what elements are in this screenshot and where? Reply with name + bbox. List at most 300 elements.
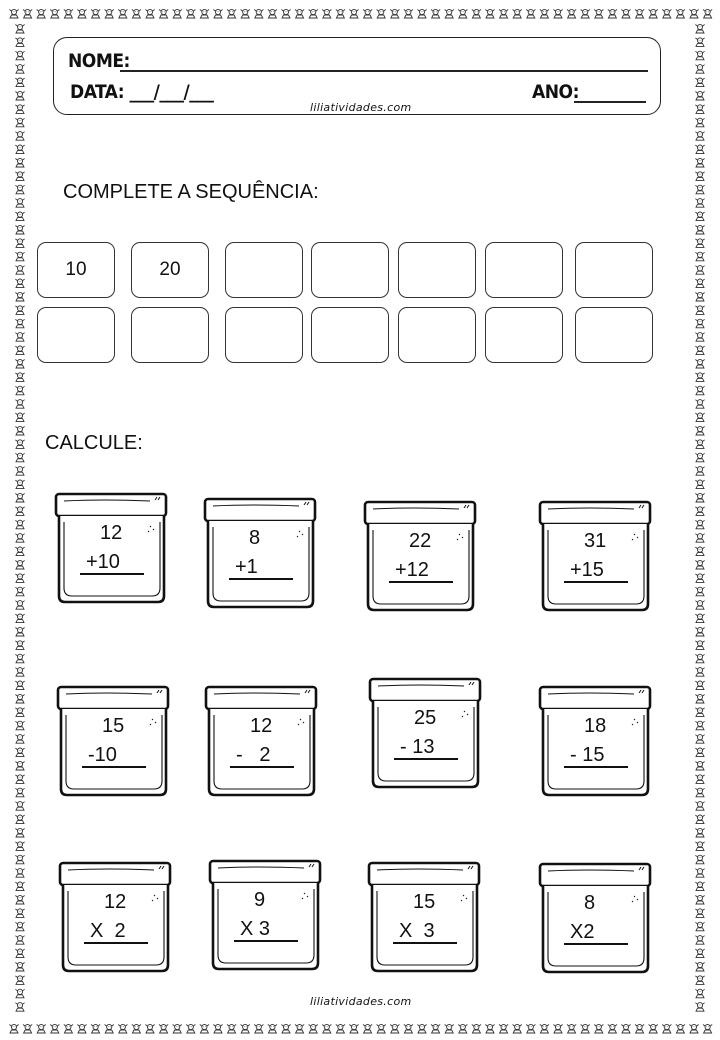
- girl-doodle-icon: [15, 547, 24, 556]
- answer-line[interactable]: [80, 573, 144, 575]
- girl-doodle-icon: [567, 9, 576, 18]
- girl-doodle-icon: [695, 1003, 704, 1012]
- girl-doodle-icon: [15, 721, 24, 730]
- girl-doodle-icon: [15, 91, 24, 100]
- girl-doodle-icon: [695, 91, 704, 100]
- year-field[interactable]: [574, 101, 646, 103]
- girl-doodle-icon: [15, 761, 24, 770]
- girl-doodle-icon: [695, 815, 704, 824]
- sequence-box[interactable]: [131, 307, 209, 363]
- girl-doodle-icon: [377, 1024, 386, 1033]
- answer-line[interactable]: [394, 758, 458, 760]
- girl-doodle-icon: [695, 520, 704, 529]
- girl-doodle-icon: [404, 9, 413, 18]
- jar-problem: [54, 492, 170, 608]
- girl-doodle-icon: [676, 9, 685, 18]
- girl-doodle-icon: [15, 413, 24, 422]
- girl-doodle-icon: [15, 65, 24, 74]
- girl-doodle-icon: [15, 78, 24, 87]
- jar-number-top: 12: [250, 715, 273, 737]
- girl-doodle-icon: [15, 627, 24, 636]
- jar-icon: [56, 685, 172, 801]
- girl-doodle-icon: [227, 9, 236, 18]
- girl-doodle-icon: [695, 359, 704, 368]
- jar-operation: -10: [88, 744, 117, 766]
- girl-doodle-icon: [15, 560, 24, 569]
- girl-doodle-icon: [15, 132, 24, 141]
- girl-doodle-icon: [377, 9, 386, 18]
- sequence-box[interactable]: [311, 307, 389, 363]
- girl-doodle-icon: [295, 1024, 304, 1033]
- girl-doodle-icon: [15, 199, 24, 208]
- girl-doodle-icon: [336, 1024, 345, 1033]
- girl-doodle-icon: [23, 9, 32, 18]
- girl-doodle-icon: [64, 9, 73, 18]
- girl-doodle-icon: [15, 681, 24, 690]
- jar-problem: [56, 685, 172, 801]
- girl-doodle-icon: [15, 962, 24, 971]
- girl-doodle-icon: [15, 400, 24, 409]
- year-label: ANO:: [532, 81, 579, 103]
- girl-doodle-icon: [15, 118, 24, 127]
- girl-doodle-icon: [703, 1024, 712, 1033]
- girl-doodle-icon: [695, 547, 704, 556]
- sequence-box[interactable]: [225, 242, 303, 298]
- jar-problem: [538, 862, 654, 978]
- jar-icon: [203, 497, 319, 613]
- girl-doodle-icon: [695, 225, 704, 234]
- girl-doodle-icon: [695, 333, 704, 342]
- girl-doodle-icon: [526, 9, 535, 18]
- jar-operation: +1: [235, 556, 258, 578]
- girl-doodle-icon: [540, 1024, 549, 1033]
- girl-doodle-icon: [472, 9, 481, 18]
- girl-doodle-icon: [15, 601, 24, 610]
- girl-doodle-icon: [15, 775, 24, 784]
- answer-line[interactable]: [564, 581, 628, 583]
- girl-doodle-icon: [695, 802, 704, 811]
- girl-doodle-icon: [695, 480, 704, 489]
- girl-doodle-icon: [695, 386, 704, 395]
- girl-doodle-icon: [15, 158, 24, 167]
- girl-doodle-icon: [553, 9, 562, 18]
- girl-doodle-icon: [695, 78, 704, 87]
- girl-doodle-icon: [695, 467, 704, 476]
- girl-doodle-icon: [105, 9, 114, 18]
- girl-doodle-icon: [695, 748, 704, 757]
- girl-doodle-icon: [703, 9, 712, 18]
- girl-doodle-icon: [50, 9, 59, 18]
- girl-doodle-icon: [689, 1024, 698, 1033]
- girl-doodle-icon: [200, 1024, 209, 1033]
- girl-doodle-icon: [695, 24, 704, 33]
- jar-number-top: 25: [414, 707, 437, 729]
- girl-doodle-icon: [15, 748, 24, 757]
- girl-doodle-icon: [15, 1003, 24, 1012]
- sequence-box[interactable]: 20: [131, 242, 209, 298]
- girl-doodle-icon: [431, 1024, 440, 1033]
- girl-doodle-icon: [15, 909, 24, 918]
- girl-doodle-icon: [322, 1024, 331, 1033]
- girl-doodle-icon: [15, 386, 24, 395]
- girl-doodle-icon: [132, 9, 141, 18]
- answer-line[interactable]: [564, 766, 628, 768]
- girl-doodle-icon: [15, 936, 24, 945]
- girl-doodle-icon: [695, 721, 704, 730]
- girl-doodle-icon: [15, 440, 24, 449]
- jar-number-top: 8: [249, 527, 261, 549]
- jar-icon: [54, 492, 170, 608]
- girl-doodle-icon: [695, 761, 704, 770]
- answer-line[interactable]: [84, 942, 148, 944]
- girl-doodle-icon: [241, 9, 250, 18]
- girl-doodle-icon: [689, 9, 698, 18]
- girl-doodle-icon: [695, 534, 704, 543]
- girl-doodle-icon: [15, 38, 24, 47]
- girl-doodle-icon: [15, 708, 24, 717]
- girl-doodle-icon: [145, 9, 154, 18]
- girl-doodle-icon: [695, 788, 704, 797]
- girl-doodle-icon: [77, 9, 86, 18]
- sequence-box[interactable]: [398, 242, 476, 298]
- girl-doodle-icon: [695, 266, 704, 275]
- girl-doodle-icon: [15, 735, 24, 744]
- jar-operation: +12: [395, 559, 429, 581]
- girl-doodle-icon: [15, 802, 24, 811]
- jar-icon: [208, 859, 324, 975]
- sequence-title: COMPLETE A SEQUÊNCIA:: [63, 181, 319, 203]
- answer-line[interactable]: [229, 578, 293, 580]
- jar-icon: [538, 685, 654, 801]
- girl-doodle-icon: [553, 1024, 562, 1033]
- girl-doodle-icon: [513, 9, 522, 18]
- girl-doodle-icon: [15, 641, 24, 650]
- girl-doodle-icon: [695, 118, 704, 127]
- girl-doodle-icon: [404, 1024, 413, 1033]
- answer-line[interactable]: [234, 940, 298, 942]
- sequence-box[interactable]: [311, 242, 389, 298]
- girl-doodle-icon: [540, 9, 549, 18]
- sequence-box[interactable]: [37, 307, 115, 363]
- girl-doodle-icon: [485, 1024, 494, 1033]
- girl-doodle-icon: [15, 815, 24, 824]
- girl-doodle-icon: [417, 1024, 426, 1033]
- girl-doodle-icon: [15, 359, 24, 368]
- girl-doodle-icon: [15, 306, 24, 315]
- jar-problem: [368, 677, 484, 793]
- girl-doodle-icon: [15, 614, 24, 623]
- girl-doodle-icon: [695, 252, 704, 261]
- girl-doodle-icon: [695, 962, 704, 971]
- girl-doodle-icon: [213, 9, 222, 18]
- jar-icon: [538, 862, 654, 978]
- girl-doodle-icon: [621, 9, 630, 18]
- jar-number-top: 18: [584, 715, 607, 737]
- girl-doodle-icon: [695, 292, 704, 301]
- girl-doodle-icon: [695, 828, 704, 837]
- jar-icon: [204, 685, 320, 801]
- jar-operation: +15: [570, 559, 604, 581]
- girl-doodle-icon: [9, 1024, 18, 1033]
- girl-doodle-icon: [695, 413, 704, 422]
- girl-doodle-icon: [15, 855, 24, 864]
- girl-doodle-icon: [15, 922, 24, 931]
- girl-doodle-icon: [458, 9, 467, 18]
- sequence-box[interactable]: [575, 242, 653, 298]
- calculate-title: CALCULE:: [45, 432, 143, 454]
- girl-doodle-icon: [695, 560, 704, 569]
- jar-problem: [208, 859, 324, 975]
- girl-doodle-icon: [15, 319, 24, 328]
- jar-problem: [58, 861, 174, 977]
- girl-doodle-icon: [15, 266, 24, 275]
- girl-doodle-icon: [695, 172, 704, 181]
- girl-doodle-icon: [309, 9, 318, 18]
- answer-line[interactable]: [393, 942, 457, 944]
- girl-doodle-icon: [186, 9, 195, 18]
- girl-doodle-icon: [363, 9, 372, 18]
- girl-doodle-icon: [458, 1024, 467, 1033]
- girl-doodle-icon: [472, 1024, 481, 1033]
- date-label: DATA: ___/___/___: [70, 81, 214, 103]
- girl-doodle-icon: [15, 587, 24, 596]
- jar-problem: [203, 497, 319, 613]
- girl-doodle-icon: [695, 132, 704, 141]
- sequence-box[interactable]: [485, 307, 563, 363]
- girl-doodle-icon: [594, 1024, 603, 1033]
- girl-doodle-icon: [15, 654, 24, 663]
- girl-doodle-icon: [695, 735, 704, 744]
- girl-doodle-icon: [15, 480, 24, 489]
- girl-doodle-icon: [15, 882, 24, 891]
- girl-doodle-icon: [695, 842, 704, 851]
- jar-icon: [363, 500, 479, 616]
- girl-doodle-icon: [363, 1024, 372, 1033]
- girl-doodle-icon: [15, 949, 24, 958]
- girl-doodle-icon: [695, 65, 704, 74]
- girl-doodle-icon: [173, 1024, 182, 1033]
- jar-number-top: 15: [413, 891, 436, 913]
- girl-doodle-icon: [213, 1024, 222, 1033]
- jar-icon: [367, 861, 483, 977]
- girl-doodle-icon: [37, 1024, 46, 1033]
- girl-doodle-icon: [695, 869, 704, 878]
- girl-doodle-icon: [15, 976, 24, 985]
- girl-doodle-icon: [15, 105, 24, 114]
- girl-doodle-icon: [526, 1024, 535, 1033]
- jar-number-top: 31: [584, 530, 607, 552]
- girl-doodle-icon: [200, 9, 209, 18]
- girl-doodle-icon: [695, 641, 704, 650]
- girl-doodle-icon: [281, 9, 290, 18]
- girl-doodle-icon: [390, 9, 399, 18]
- girl-doodle-icon: [15, 989, 24, 998]
- girl-doodle-icon: [15, 895, 24, 904]
- jar-icon: [368, 677, 484, 793]
- girl-doodle-icon: [695, 400, 704, 409]
- girl-doodle-icon: [15, 694, 24, 703]
- girl-doodle-icon: [695, 279, 704, 288]
- girl-doodle-icon: [695, 158, 704, 167]
- girl-doodle-icon: [695, 346, 704, 355]
- name-label: NOME:: [68, 50, 130, 72]
- girl-doodle-icon: [608, 1024, 617, 1033]
- girl-doodle-icon: [15, 145, 24, 154]
- girl-doodle-icon: [159, 1024, 168, 1033]
- sequence-box[interactable]: [398, 307, 476, 363]
- girl-doodle-icon: [695, 587, 704, 596]
- girl-doodle-icon: [91, 1024, 100, 1033]
- girl-doodle-icon: [695, 708, 704, 717]
- jar-problem: [367, 861, 483, 977]
- jar-number-top: 15: [102, 715, 125, 737]
- girl-doodle-icon: [695, 199, 704, 208]
- jar-operation: - 15: [570, 744, 605, 766]
- girl-doodle-icon: [695, 855, 704, 864]
- sequence-box[interactable]: [575, 307, 653, 363]
- girl-doodle-icon: [322, 9, 331, 18]
- girl-doodle-icon: [695, 306, 704, 315]
- jar-icon: [58, 861, 174, 977]
- jar-operation: +10: [86, 551, 120, 573]
- girl-doodle-icon: [567, 1024, 576, 1033]
- girl-doodle-icon: [15, 24, 24, 33]
- girl-doodle-icon: [695, 51, 704, 60]
- jar-operation: X 2: [90, 920, 126, 942]
- jar-problem: [363, 500, 479, 616]
- girl-doodle-icon: [695, 145, 704, 154]
- girl-doodle-icon: [186, 1024, 195, 1033]
- girl-doodle-icon: [695, 882, 704, 891]
- site-watermark-bottom: liliatividades.com: [310, 995, 412, 1008]
- girl-doodle-icon: [15, 534, 24, 543]
- jar-number-top: 9: [254, 889, 266, 911]
- jar-problem: [204, 685, 320, 801]
- name-field[interactable]: [120, 70, 648, 72]
- girl-doodle-icon: [635, 1024, 644, 1033]
- answer-line[interactable]: [82, 766, 146, 768]
- girl-doodle-icon: [15, 373, 24, 382]
- girl-doodle-icon: [695, 574, 704, 583]
- girl-doodle-icon: [695, 775, 704, 784]
- jar-operation: - 13: [400, 736, 435, 758]
- jar-number-top: 22: [409, 530, 432, 552]
- girl-doodle-icon: [662, 9, 671, 18]
- girl-doodle-icon: [649, 1024, 658, 1033]
- girl-doodle-icon: [445, 1024, 454, 1033]
- jar-icon: [538, 500, 654, 616]
- jar-number-top: 12: [100, 522, 123, 544]
- girl-doodle-icon: [241, 1024, 250, 1033]
- jar-problem: [538, 685, 654, 801]
- girl-doodle-icon: [23, 1024, 32, 1033]
- girl-doodle-icon: [431, 9, 440, 18]
- girl-doodle-icon: [77, 1024, 86, 1033]
- girl-doodle-icon: [695, 319, 704, 328]
- sequence-box[interactable]: [225, 307, 303, 363]
- girl-doodle-icon: [15, 426, 24, 435]
- girl-doodle-icon: [50, 1024, 59, 1033]
- girl-doodle-icon: [15, 869, 24, 878]
- girl-doodle-icon: [695, 614, 704, 623]
- girl-doodle-icon: [695, 654, 704, 663]
- girl-doodle-icon: [15, 252, 24, 261]
- girl-doodle-icon: [695, 212, 704, 221]
- girl-doodle-icon: [15, 172, 24, 181]
- girl-doodle-icon: [15, 493, 24, 502]
- sequence-box[interactable]: [485, 242, 563, 298]
- jar-operation: - 2: [236, 744, 271, 766]
- girl-doodle-icon: [37, 9, 46, 18]
- girl-doodle-icon: [15, 574, 24, 583]
- girl-doodle-icon: [9, 9, 18, 18]
- girl-doodle-icon: [349, 1024, 358, 1033]
- jar-operation: X2: [570, 921, 595, 943]
- girl-doodle-icon: [417, 9, 426, 18]
- girl-doodle-icon: [695, 185, 704, 194]
- answer-line[interactable]: [389, 581, 453, 583]
- answer-line[interactable]: [564, 943, 628, 945]
- answer-line[interactable]: [230, 766, 294, 768]
- sequence-box[interactable]: 10: [37, 242, 115, 298]
- girl-doodle-icon: [695, 668, 704, 677]
- girl-doodle-icon: [695, 949, 704, 958]
- girl-doodle-icon: [695, 507, 704, 516]
- jar-operation: X 3: [399, 920, 435, 942]
- girl-doodle-icon: [695, 453, 704, 462]
- girl-doodle-icon: [676, 1024, 685, 1033]
- girl-doodle-icon: [695, 909, 704, 918]
- jar-number-top: 8: [584, 892, 596, 914]
- girl-doodle-icon: [695, 239, 704, 248]
- girl-doodle-icon: [695, 694, 704, 703]
- girl-doodle-icon: [309, 1024, 318, 1033]
- girl-doodle-icon: [281, 1024, 290, 1033]
- girl-doodle-icon: [695, 493, 704, 502]
- girl-doodle-icon: [254, 9, 263, 18]
- girl-doodle-icon: [695, 976, 704, 985]
- girl-doodle-icon: [254, 1024, 263, 1033]
- girl-doodle-icon: [145, 1024, 154, 1033]
- girl-doodle-icon: [15, 788, 24, 797]
- site-watermark-top: liliatividades.com: [310, 101, 412, 114]
- girl-doodle-icon: [15, 467, 24, 476]
- jar-number-top: 12: [104, 891, 127, 913]
- girl-doodle-icon: [594, 9, 603, 18]
- girl-doodle-icon: [695, 895, 704, 904]
- girl-doodle-icon: [15, 292, 24, 301]
- girl-doodle-icon: [15, 279, 24, 288]
- girl-doodle-icon: [64, 1024, 73, 1033]
- girl-doodle-icon: [15, 453, 24, 462]
- girl-doodle-icon: [173, 9, 182, 18]
- girl-doodle-icon: [695, 936, 704, 945]
- girl-doodle-icon: [662, 1024, 671, 1033]
- girl-doodle-icon: [336, 9, 345, 18]
- girl-doodle-icon: [15, 346, 24, 355]
- girl-doodle-icon: [695, 922, 704, 931]
- girl-doodle-icon: [132, 1024, 141, 1033]
- girl-doodle-icon: [499, 9, 508, 18]
- girl-doodle-icon: [159, 9, 168, 18]
- girl-doodle-icon: [118, 9, 127, 18]
- girl-doodle-icon: [695, 373, 704, 382]
- girl-doodle-icon: [499, 1024, 508, 1033]
- girl-doodle-icon: [695, 426, 704, 435]
- girl-doodle-icon: [390, 1024, 399, 1033]
- girl-doodle-icon: [695, 989, 704, 998]
- girl-doodle-icon: [15, 507, 24, 516]
